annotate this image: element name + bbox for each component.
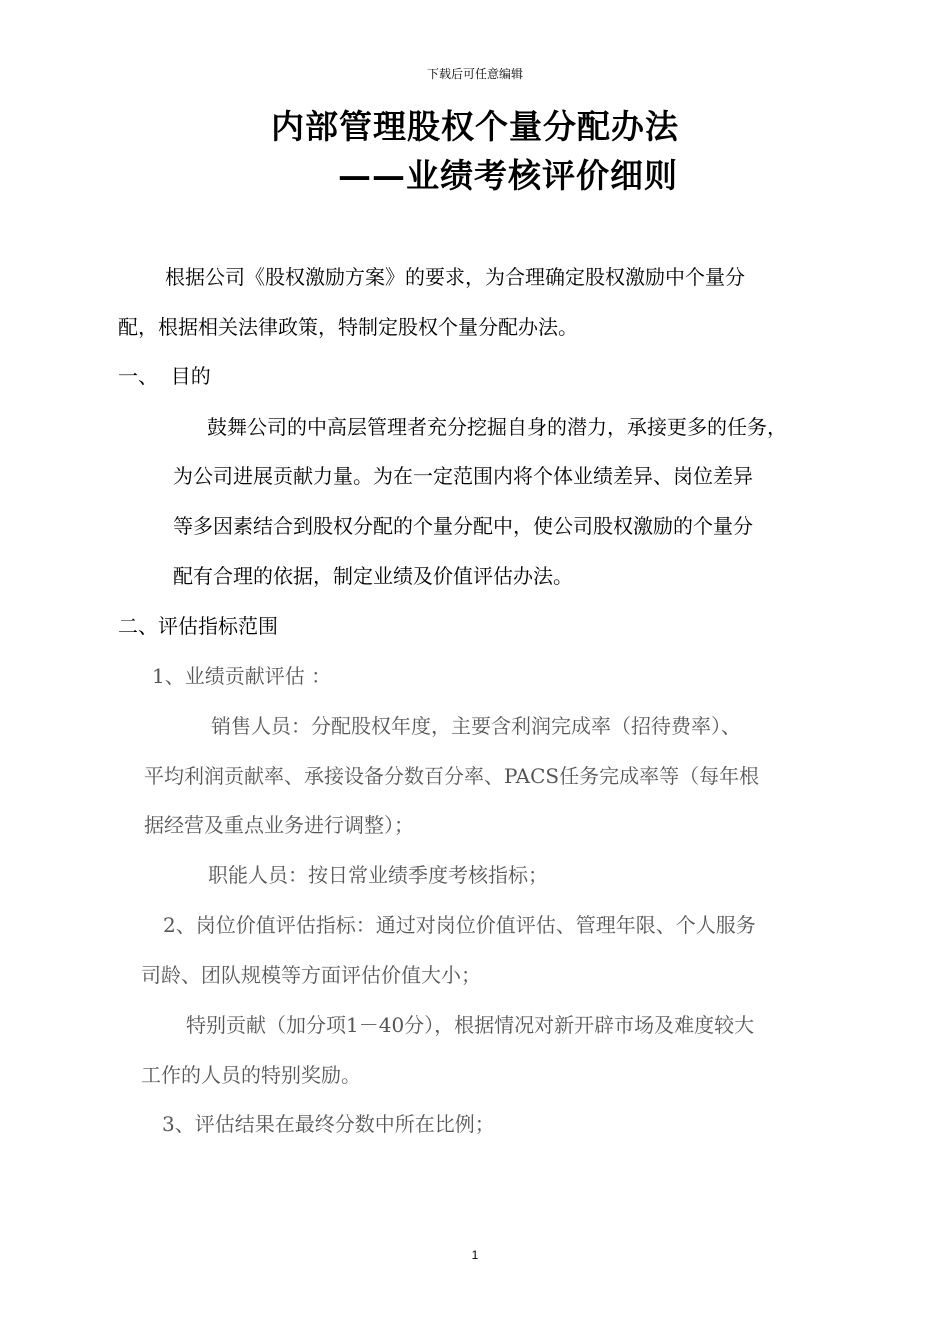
special-line-2: 工作的人员的特别奖励。 [141, 1063, 361, 1087]
page-number: 1 [471, 1248, 479, 1262]
special-line-1: 特别贡献（加分项1－40分），根据情况对新开辟市场及难度较大 [186, 1013, 755, 1037]
section-1-line-3: 等多因素结合到股权分配的个量分配中，使公司股权激励的个量分 [173, 514, 753, 538]
intro-line-1: 根据公司《股权激励方案》的要求，为合理确定股权激励中个量分 [165, 265, 745, 289]
section-1-line-4: 配有合理的依据，制定业绩及价值评估办法。 [173, 564, 573, 588]
section-1-line-1: 鼓舞公司的中高层管理者充分挖掘自身的潜力，承接更多的任务， [207, 415, 787, 439]
section-1-heading: 一、 目的 [118, 364, 211, 388]
section-1-line-2: 为公司进展贡献力量。为在一定范围内将个体业绩差异、岗位差异 [173, 464, 753, 488]
item-3-line: 3、评估结果在最终分数中所在比例； [162, 1112, 495, 1136]
intro-line-2: 配，根据相关法律政策，特制定股权个量分配办法。 [118, 315, 578, 339]
document-title: 内部管理股权个量分配办法 [271, 107, 679, 146]
header-note: 下载后可任意编辑 [426, 67, 523, 81]
item-2-line-2: 司龄、团队规模等方面评估价值大小； [141, 963, 481, 987]
sales-line-1: 销售人员：分配股权年度，主要含利润完成率（招待费率）、 [211, 714, 741, 738]
item-1-heading: 1、业绩贡献评估 ： [152, 664, 332, 688]
functional-line: 职能人员：按日常业绩季度考核指标； [208, 863, 548, 887]
item-2-line-1: 2、岗位价值评估指标：通过对岗位价值评估、管理年限、个人服务 [163, 913, 756, 937]
sales-line-2: 平均利润贡献率、承接设备分数百分率、PACS任务完成率等（每年根 [144, 764, 760, 788]
sales-line-3: 据经营及重点业务进行调整）； [144, 813, 414, 837]
document-subtitle: ——业绩考核评价细则 [338, 156, 678, 195]
section-2-heading: 二、评估指标范围 [118, 614, 278, 638]
